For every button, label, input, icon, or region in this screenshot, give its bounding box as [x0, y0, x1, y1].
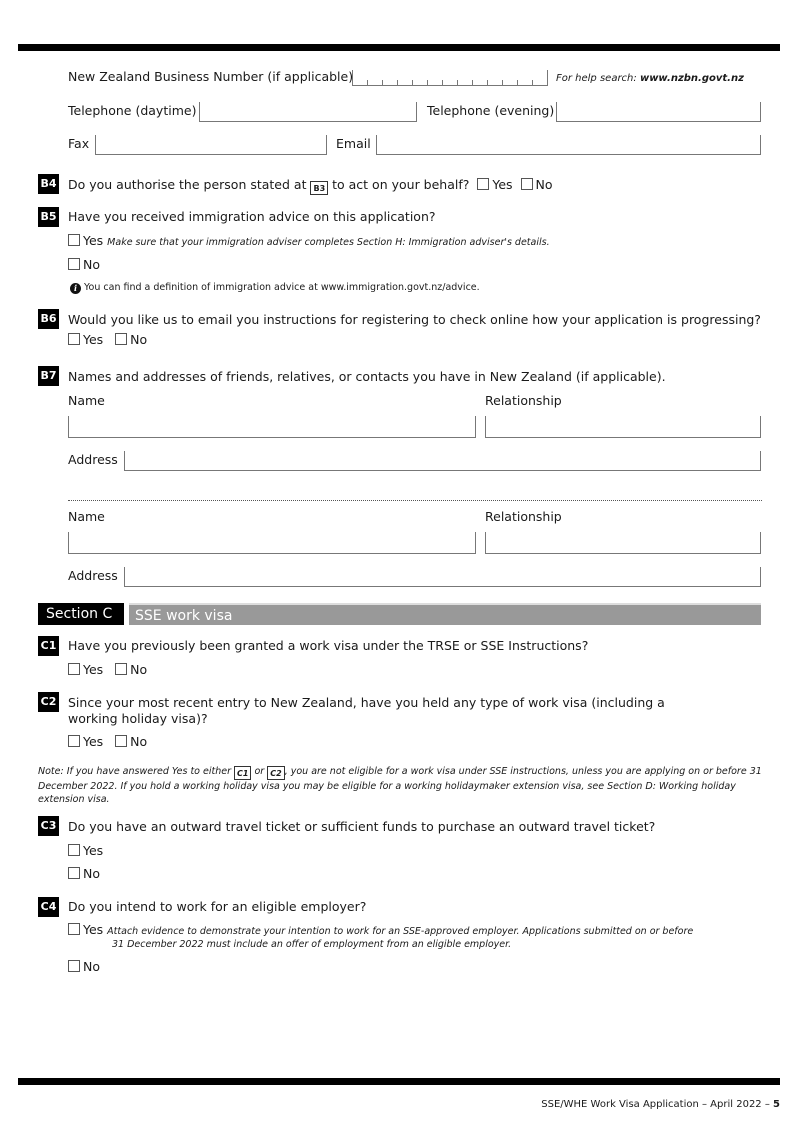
b4-yes-checkbox[interactable] — [477, 178, 489, 190]
reference-c1: C1 — [234, 766, 251, 780]
b6-yes-checkbox[interactable] — [68, 333, 80, 345]
reference-c2: C2 — [267, 766, 284, 780]
question-c4-text: Do you intend to work for an eligible employer? — [68, 899, 367, 914]
question-c2-text: Since your most recent entry to New Zealand, have you held any type of work visa (including a working holiday visa)? — [68, 695, 665, 726]
c3-no-label: No — [83, 866, 100, 881]
question-number-c2: C2 — [38, 692, 59, 712]
c2-options — [68, 734, 147, 750]
b5-no-label: No — [83, 257, 100, 272]
c3-no-checkbox[interactable] — [68, 867, 80, 879]
question-number-c1: C1 — [38, 636, 59, 656]
b5-info-text: You can find a definition of immigration advice at www.immigration.govt.nz/advice. — [84, 282, 480, 293]
question-b6-text: Would you like us to email you instructions for registering to check online how your application is progressing? — [68, 312, 761, 327]
top-rule — [18, 44, 780, 51]
question-c1-text: Have you previously been granted a work visa under the TRSE or SSE Instructions? — [68, 638, 589, 653]
c4-yes-label: Yes — [83, 922, 104, 937]
nzbn-help-prefix: For help search: — [556, 73, 640, 84]
c1-no-checkbox[interactable] — [115, 663, 127, 675]
note-text-2: , you are not eligible for a work visa under SSE instructions, unless you are applying on or before 31 December 2022. If you hold a working holiday visa you may be eligible for a working holidaymaker extension visa, see Section D: Working holiday extension visa. — [38, 766, 762, 805]
bottom-rule — [18, 1078, 780, 1085]
b5-yes-note: Make sure that your immigration adviser completes Section H: Immigration adviser's details. — [107, 237, 550, 248]
b5-no-option — [68, 257, 100, 273]
b5-no-checkbox[interactable] — [68, 258, 80, 270]
question-number-c4: C4 — [38, 897, 59, 917]
c3-yes-option — [68, 843, 103, 859]
c4-yes-note-line1: Attach evidence to demonstrate your intention to work for an SSE-approved employer. Applications submitted on or before — [107, 926, 694, 937]
phone-eve-input[interactable] — [556, 102, 761, 122]
b4-yes-label: Yes — [492, 177, 513, 192]
c2-no-checkbox[interactable] — [115, 735, 127, 747]
c2-yes-label: Yes — [83, 734, 104, 749]
contact-1-relationship-label: Relationship — [485, 393, 562, 408]
question-number-b7: B7 — [38, 366, 59, 386]
c4-no-checkbox[interactable] — [68, 960, 80, 972]
c1-yes-checkbox[interactable] — [68, 663, 80, 675]
phone-eve-label: Telephone (evening) — [427, 103, 555, 118]
c3-yes-label: Yes — [83, 843, 104, 858]
question-number-b5: B5 — [38, 207, 59, 227]
question-number-c3: C3 — [38, 816, 59, 836]
info-icon: i — [70, 283, 81, 294]
eligibility-note — [38, 765, 763, 806]
c3-no-option — [68, 866, 100, 882]
b6-yes-label: Yes — [83, 332, 104, 347]
c4-yes-note-line2: 31 December 2022 must include an offer of employment from an eligible employer. — [112, 939, 512, 950]
question-b4-text-after: to act on your behalf? — [332, 177, 470, 192]
fax-label: Fax — [68, 136, 90, 151]
contact-1-name-label: Name — [68, 393, 105, 408]
b5-yes-label: Yes — [83, 233, 104, 248]
contact-2-name-input[interactable] — [68, 532, 476, 554]
nzbn-label: New Zealand Business Number (if applicable) — [68, 69, 354, 84]
b6-no-label: No — [130, 332, 148, 347]
c4-no-label: No — [83, 959, 100, 974]
b6-options — [68, 332, 147, 348]
question-b5-text: Have you received immigration advice on this application? — [68, 209, 436, 224]
c4-yes-checkbox[interactable] — [68, 923, 80, 935]
note-or: or — [254, 766, 265, 777]
question-number-b4: B4 — [38, 174, 59, 194]
question-number-b6: B6 — [38, 309, 59, 329]
nzbn-help-link[interactable]: www.nzbn.govt.nz — [639, 73, 744, 84]
c2-yes-checkbox[interactable] — [68, 735, 80, 747]
page-footer — [541, 1097, 780, 1113]
b5-yes-checkbox[interactable] — [68, 234, 80, 246]
contact-2-address-input[interactable] — [124, 567, 761, 587]
b5-info — [70, 280, 480, 296]
reference-b3: B3 — [310, 181, 328, 195]
question-b4-text: Do you authorise the person stated at — [68, 177, 307, 192]
b4-no-label: No — [535, 177, 553, 192]
phone-day-input[interactable] — [199, 102, 417, 122]
contact-1-address-input[interactable] — [124, 451, 761, 471]
contact-2-relationship-label: Relationship — [485, 509, 562, 524]
b6-no-checkbox[interactable] — [115, 333, 127, 345]
phone-day-label: Telephone (daytime) — [68, 103, 197, 118]
note-text-1: Note: If you have answered Yes to either — [38, 766, 231, 777]
nzbn-input[interactable] — [352, 70, 548, 86]
question-b4 — [68, 177, 553, 195]
fax-input[interactable] — [95, 135, 327, 155]
b4-no-checkbox[interactable] — [521, 178, 533, 190]
page-number: 5 — [773, 1099, 780, 1110]
contact-2-relationship-input[interactable] — [485, 532, 761, 554]
contact-2-name-label: Name — [68, 509, 105, 524]
nzbn-help — [556, 71, 744, 87]
contact-1-name-input[interactable] — [68, 416, 476, 438]
b5-yes-option — [68, 233, 550, 251]
contact-1-address-label: Address — [68, 452, 118, 467]
section-c-label: Section C — [38, 603, 124, 625]
c1-no-label: No — [130, 662, 148, 677]
c4-no-option — [68, 959, 100, 975]
c2-no-label: No — [130, 734, 148, 749]
contact-2-address-label: Address — [68, 568, 118, 583]
email-label: Email — [336, 136, 371, 151]
contact-divider — [68, 500, 762, 501]
question-b7-text: Names and addresses of friends, relatives, or contacts you have in New Zealand (if applicable). — [68, 369, 666, 384]
c1-yes-label: Yes — [83, 662, 104, 677]
c3-yes-checkbox[interactable] — [68, 844, 80, 856]
question-c3-text: Do you have an outward travel ticket or sufficient funds to purchase an outward travel ticket? — [68, 819, 656, 834]
c1-options — [68, 662, 147, 678]
footer-title: SSE/WHE Work Visa Application – April 2022 – — [541, 1099, 774, 1110]
email-input[interactable] — [376, 135, 761, 155]
section-c-title: SSE work visa — [129, 603, 761, 625]
contact-1-relationship-input[interactable] — [485, 416, 761, 438]
